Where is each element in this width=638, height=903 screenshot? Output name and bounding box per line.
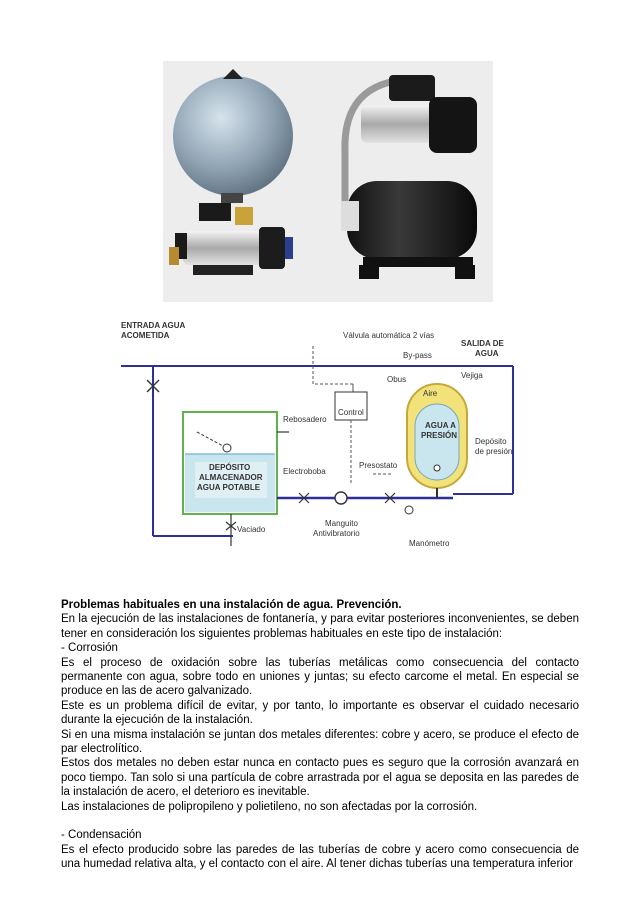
spacer [61,814,579,828]
label-deposito-2: ALMACENADOR [199,473,263,482]
label-aire: Aire [423,389,438,398]
paragraph-polypropylene: Las instalaciones de polipropileno y polietileno, no son afectadas por la corrosión. [61,800,478,813]
document-body [61,598,579,872]
paragraph-corrosion-prevention: Este es un problema difícil de evitar, y por tanto, lo importante es observar el cuidado necesario durante la ejecución de la instalación. [61,699,579,727]
paragraph-corrosion-definition: Es el proceso de oxidación sobre las tuberías metálicas como consecuencia del contacto permanente con agua, sobre todo en uniones y juntas; su efecto carcome el metal. En especial se produce en las de acero galvanizado. [61,656,579,698]
label-salida-1: SALIDA DE [461,339,504,348]
label-salida-2: AGUA [475,349,499,358]
section-heading: Problemas habituales en una instalación de agua. Prevención. [61,599,402,611]
paragraph-intro: En la ejecución de las instalaciones de fontanería, y para evitar posteriores inconvenientes, se deben tener en consideración los siguientes problemas habituales en este tipo de instalación: [61,613,579,640]
label-manguito-1: Manguito [325,519,358,528]
label-vaciado: Vaciado [237,525,266,534]
label-deposito-presion-2: de presión [475,447,513,456]
label-valvula: Válvula automática 2 vías [343,331,435,340]
label-manometro: Manómetro [409,539,450,548]
label-entrada-1: ENTRADA AGUA [121,321,186,330]
label-deposito-3: AGUA POTABLE [197,483,261,492]
label-entrada-2: ACOMETIDA [121,331,170,340]
pump-photo [163,61,493,302]
label-electroboba: Electroboba [283,467,326,476]
paragraph-copper-steel: Estos dos metales no deben estar nunca en contacto pues es seguro que la corrosión avanzará en poco tiempo. Tan solo si una partícula de cobre arrastrada por el agua se deposita en las paredes de la instalación de acero, el deterioro es inevitable. [61,757,579,799]
label-control: Control [338,408,364,417]
installation-diagram [113,314,523,564]
paragraph-condensacion: Es el efecto producido sobre las paredes de las tuberías de cobre y acero como consecuencia de una humedad relativa alta, y el contacto con el aire. Al tener dichas tuberías una temperatura inferior [61,843,579,871]
label-deposito-presion-1: Depósito [475,437,507,446]
label-vejiga: Vejiga [461,371,483,380]
label-presostato: Presostato [359,461,398,470]
label-manguito-2: Antivibratorio [313,529,360,538]
subheading-corrosion: - Corrosión [61,642,118,655]
paragraph-electrolytic-pair: Si en una misma instalación se juntan dos metales diferentes: cobre y acero, se produce el efecto de par electrolítico. [61,728,579,756]
label-agua-presion-2: PRESIÓN [421,431,458,440]
label-agua-presion-1: AGUA A [425,421,456,430]
subheading-condensacion: - Condensación [61,829,142,842]
label-obus: Obus [387,375,407,384]
label-bypass: By-pass [403,351,432,360]
label-rebosadero: Rebosadero [283,415,327,424]
label-deposito-1: DEPÓSITO [209,463,251,472]
